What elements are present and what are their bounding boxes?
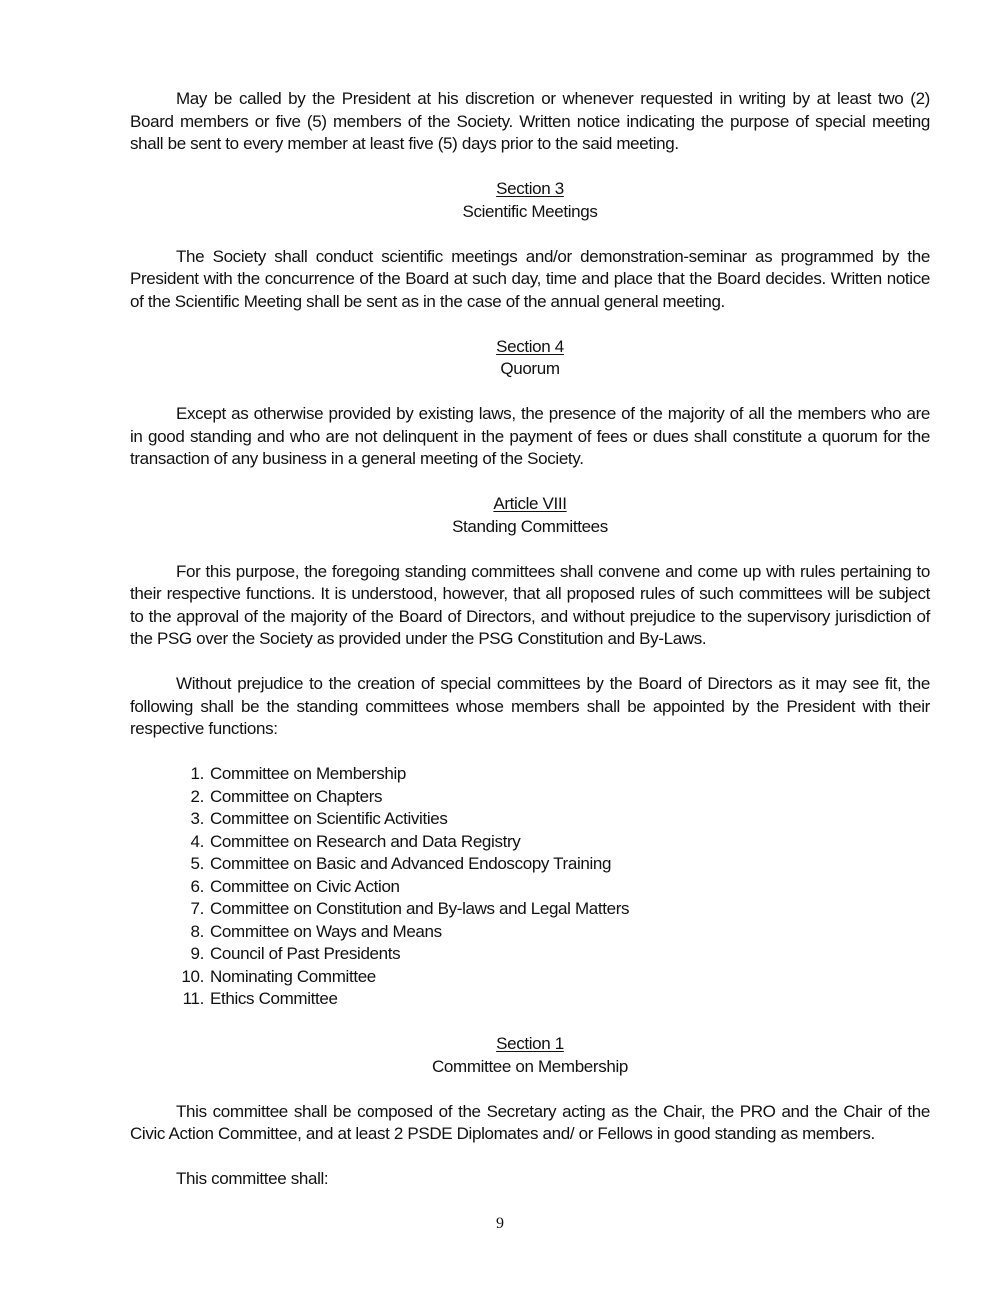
list-item-text: Council of Past Presidents <box>210 944 401 963</box>
list-item-text: Committee on Civic Action <box>210 876 400 896</box>
section-4-number: Section 4 <box>496 336 564 356</box>
list-item-text: Committee on Ways and Means <box>210 921 442 941</box>
section-4-title: Quorum <box>500 359 560 378</box>
section-4-heading <box>130 336 930 359</box>
list-item-text: Ethics Committee <box>210 989 338 1008</box>
committees-purpose-paragraph: For this purpose, the foregoing standing committees shall convene and come up with rules pertaining to their respective functions. It is understood, however, that all proposed rules of such committees will be subject to the approval of the majority of the Board of Directors, and without prejudice to the supervisory jurisdiction of the PSG over the Society as provided under the PSG Constitution and By-Laws. <box>130 561 930 648</box>
list-item-number: 2. <box>190 786 204 806</box>
list-item-number: 1. <box>190 764 204 783</box>
list-item <box>130 943 930 966</box>
list-item-number: 6. <box>190 876 204 896</box>
list-item <box>130 898 930 921</box>
list-item-number: 4. <box>190 831 204 851</box>
section-3-heading <box>130 178 930 201</box>
section-1-number: Section 1 <box>496 1034 564 1053</box>
list-item-number: 5. <box>190 854 204 873</box>
list-item <box>130 988 930 1011</box>
list-item-text: Committee on Membership <box>210 764 407 783</box>
list-item-number: 11. <box>182 989 204 1008</box>
committees-intro-paragraph: Without prejudice to the creation of special committees by the Board of Directors as it may see fit, the following shall be the standing committees whose members shall be appointed by the President with their respective functions: <box>130 674 930 738</box>
section-1-title: Committee on Membership <box>431 1056 629 1076</box>
section-1-heading <box>130 1033 930 1056</box>
list-item-number: 8. <box>190 921 204 941</box>
list-item-number: 3. <box>190 809 204 828</box>
list-item <box>130 763 930 786</box>
list-item-text: Nominating Committee <box>210 966 376 986</box>
article-8-title: Standing Committees <box>452 516 608 536</box>
article-8-heading <box>130 493 930 516</box>
special-meetings-paragraph: May be called by the President at his discretion or whenever requested in writing by at least two (2) Board members or five (5) members of the Society. Written notice indicating the purpose of special meeting shall be sent to every member at least five (5) days prior to the said meeting. <box>130 89 930 153</box>
list-item <box>130 876 930 899</box>
article-8-number: Article VIII <box>493 494 567 513</box>
section-3-title: Scientific Meetings <box>462 201 598 221</box>
list-item <box>130 853 930 876</box>
quorum-paragraph: Except as otherwise provided by existing laws, the presence of the majority of all the members who are in good standing and who are not delinquent in the payment of fees or dues shall constitute a quorum for the transaction of any business in a general meeting of the Society. <box>130 404 930 468</box>
document-body <box>130 88 930 1191</box>
membership-shall-paragraph: This committee shall: <box>176 1169 329 1188</box>
list-item <box>130 921 930 944</box>
list-item-text: Committee on Constitution and By-laws and Legal Matters <box>210 899 630 918</box>
list-item-text: Committee on Basic and Advanced Endoscopy Training <box>210 854 612 873</box>
scientific-meetings-paragraph: The Society shall conduct scientific meetings and/or demonstration-seminar as programmed by the President with the concurrence of the Board at such day, time and place that the Board decides. Written notice of the Scientific Meeting shall be sent as in the case of the annual general meeting. <box>130 246 930 311</box>
membership-composition-paragraph: This committee shall be composed of the Secretary acting as the Chair, the PRO and the Chair of the Civic Action Committee, and at least 2 PSDE Diplomates and/ or Fellows in good standing as members. <box>130 1101 930 1143</box>
list-item-text: Committee on Research and Data Registry <box>210 831 521 851</box>
list-item-number: 7. <box>190 899 204 918</box>
list-item <box>130 786 930 809</box>
list-item <box>130 966 930 989</box>
list-item-number: 9. <box>190 944 204 963</box>
list-item-text: Committee on Scientific Activities <box>210 809 448 828</box>
list-item-number: 10. <box>181 966 204 986</box>
list-item <box>130 831 930 854</box>
page-number: 9 <box>496 1215 504 1232</box>
list-item <box>130 808 930 831</box>
section-3-number: Section 3 <box>496 179 564 198</box>
standing-committees-list <box>130 763 930 1011</box>
list-item-text: Committee on Chapters <box>210 786 383 806</box>
